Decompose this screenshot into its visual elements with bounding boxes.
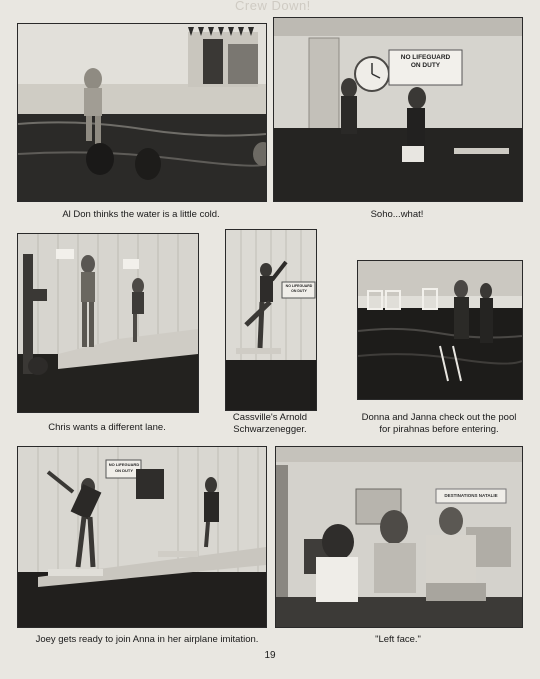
caption-chris-lane: Chris wants a different lane. (48, 422, 166, 433)
photo-donna-janna (357, 260, 523, 400)
sign-no-lifeguard: NO LIFEGUARD ON DUTY (400, 54, 451, 69)
faded-page-title: Crew Down! (235, 0, 311, 13)
photo-soho (273, 17, 523, 202)
sign-no-lifeguard-joey: NO LIFEGUARD ON DUTY (108, 462, 140, 473)
photo-chris-lane (17, 233, 199, 413)
caption-left-face: "Left face." (375, 634, 421, 645)
photo-al-don (17, 23, 267, 202)
page-number: 19 (264, 650, 276, 661)
caption-al-don: Al Don thinks the water is a little cold. (62, 209, 220, 220)
photo-left-face (275, 446, 523, 628)
caption-soho: Soho...what! (370, 209, 424, 220)
photo-joey (17, 446, 267, 628)
photo-arnold (225, 229, 317, 411)
caption-arnold: Cassville's Arnold Schwarzenegger. (232, 412, 308, 435)
sign-destinations: DESTINATIONS NATALIE (444, 493, 498, 498)
caption-joey: Joey gets ready to join Anna in her airplane imitation. (35, 634, 259, 645)
caption-donna-janna: Donna and Janna check out the pool for pirahnas before entering. (361, 412, 517, 435)
sign-no-lifeguard-small: NO LIFEGUARD ON DUTY (285, 284, 313, 293)
